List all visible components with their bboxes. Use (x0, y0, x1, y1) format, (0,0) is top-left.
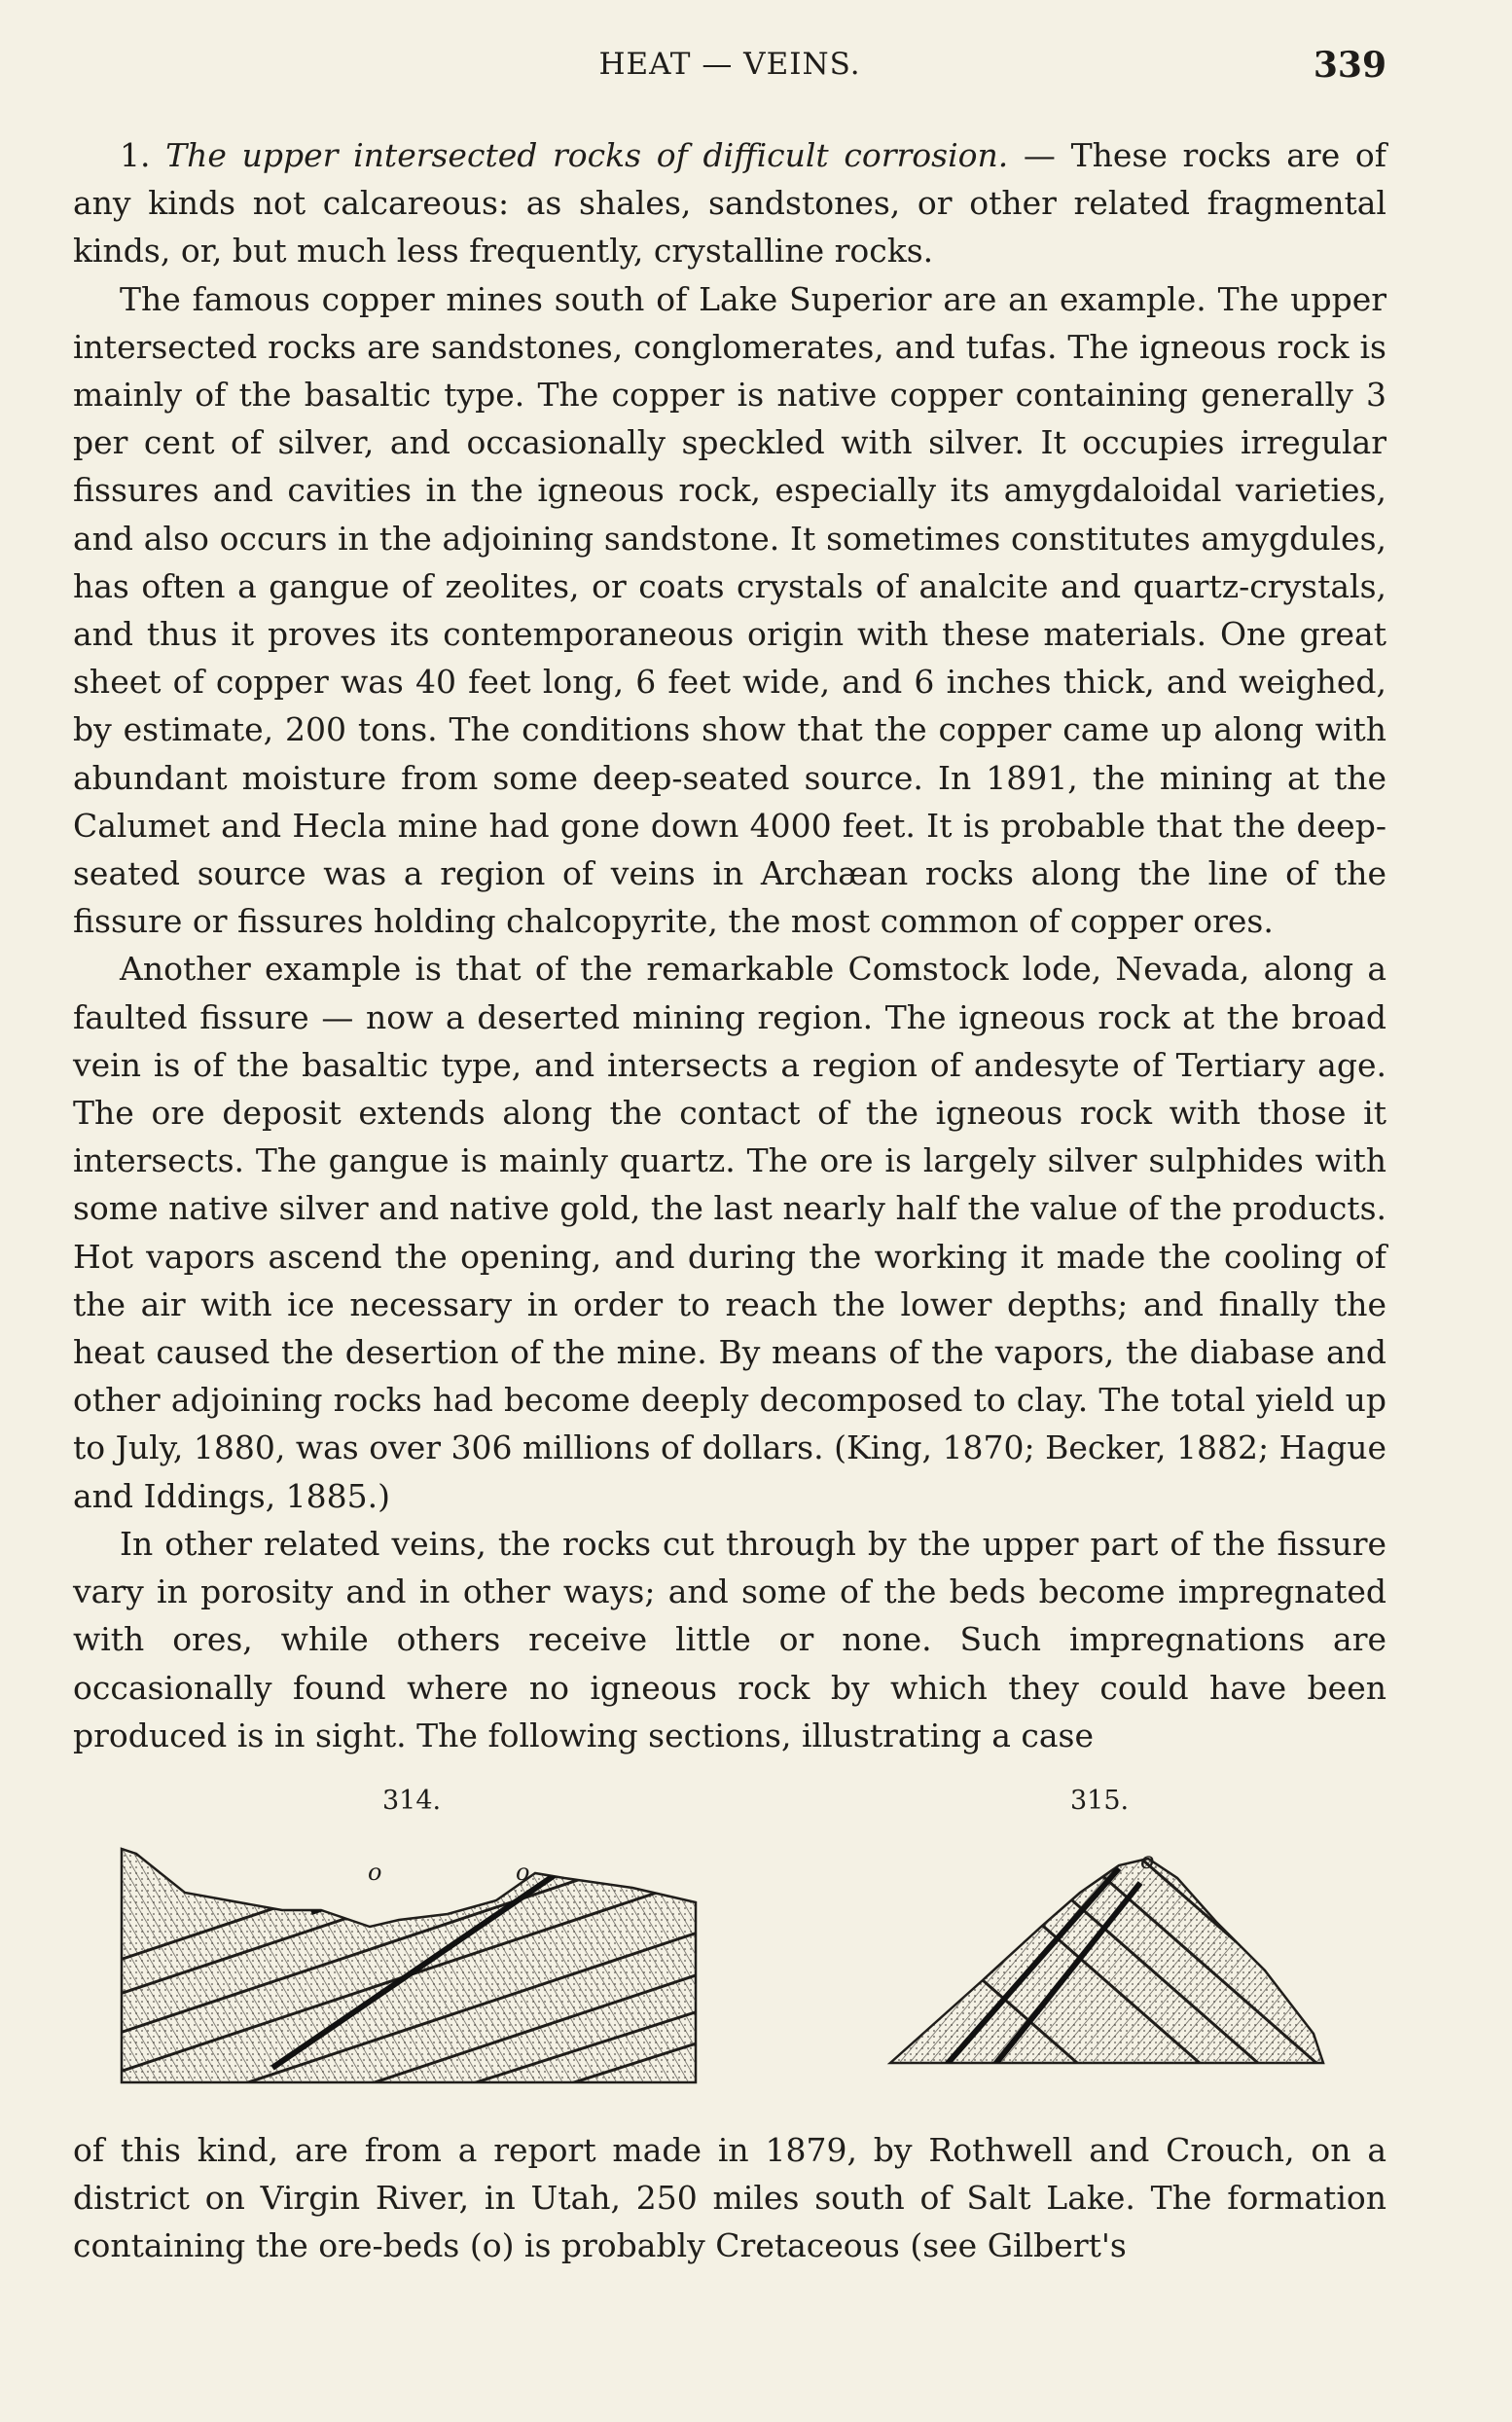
paragraph-2: The famous copper mines south of Lake Superior are an example. The upper intersected rocks are sandstones, conglomerates, and tufas. The igneous rock is mainly of the basaltic type. The copper is native copper containing generally 3 per cent of silver, and occasionally speckled with silver. It occupies irregular fissures and cavities in the igneous rock, especially its amygdaloidal varieties, and also occurs in the adjoining sandstone. It sometimes constitutes amygdules, has often a gangue of zeolites, or coats crystals of analcite and quartz-crystals, and thus it proves its contemporaneous origin with these materials. One great sheet of copper was 40 feet long, 6 feet wide, and 6 inches thick, and weighed, by estimate, 200 tons. The conditions show that the copper came up along with abundant moisture from some deep-seated source. In 1891, the mining at the Calumet and Hecla mine had gone down 4000 feet. It is probable that the deep-seated source was a region of veins in Archæan rocks along the line of the fissure or fissures holding chalcopyrite, the most common of copper ores. (73, 279, 1386, 941)
ore-bed-label: o (368, 1859, 382, 1886)
page-number: 339 (1313, 45, 1386, 86)
figure-314-section-drawing (117, 1825, 705, 2087)
figure-315-section-drawing (885, 1825, 1328, 2087)
continuation-paragraph: of this kind, are from a report made in 1879, by Rothwell and Crouch, on a district on Virgin River, in Utah, 250 miles south of Salt Lake. The formation containing the ore-beds (o) is probably Cretaceous (see Gilbert's (73, 2131, 1386, 2265)
paragraph-heading: The upper intersected rocks of difficult corrosion. (165, 136, 1009, 174)
paragraph-3: Another example is that of the remarkable Comstock lode, Nevada, along a faulted fissure — now a deserted mining region. The igneous rock at the broad vein is of the basaltic type, and intersects a region of andesyte of Tertiary age. The ore deposit extends along the contact of the igneous rock with those it intersects. The gangue is mainly quartz. The ore is largely silver sulphides with some native silver and native gold, the last nearly half the value of the products. Hot vapors ascend the opening, and during the working it made the cooling of the air with ice necessary in order to reach the lower depths; and finally the heat caused the desertion of the mine. By means of the vapors, the diabase and other adjoining rocks had become deeply decomposed to clay. The total yield up to July, 1880, was over 306 millions of dollars. (King, 1870; Becker, 1882; Hague and Iddings, 1885.) (73, 950, 1386, 1515)
body-text (73, 131, 1386, 1759)
figure-315-number: 315. (1070, 1786, 1130, 1816)
running-head: HEAT — VEINS. (598, 47, 861, 82)
ore-bed-label: o (516, 1859, 530, 1886)
continuation-text (73, 2126, 1386, 2270)
paragraph-1 (73, 131, 1386, 275)
figure-314-number: 314. (382, 1786, 442, 1816)
paragraph-number: 1. (120, 136, 166, 174)
ore-bed-label: o (1140, 1847, 1155, 1874)
paragraph-text: — These rocks are of any kinds not calcareous: as shales, sandstones, or other related fragmental kinds, or, but much less frequently, crystalline rocks. (73, 136, 1386, 271)
page-header (73, 47, 1386, 95)
paragraph-4: In other related veins, the rocks cut through by the upper part of the fissure vary in porosity and in other ways; and some of the beds become impregnated with ores, while others receive little or none. Such impregnations are occasionally found where no igneous rock by which they could have been produced is in sight. The following sections, illustrating a case (73, 1524, 1386, 1754)
figures (0, 1786, 1512, 2107)
